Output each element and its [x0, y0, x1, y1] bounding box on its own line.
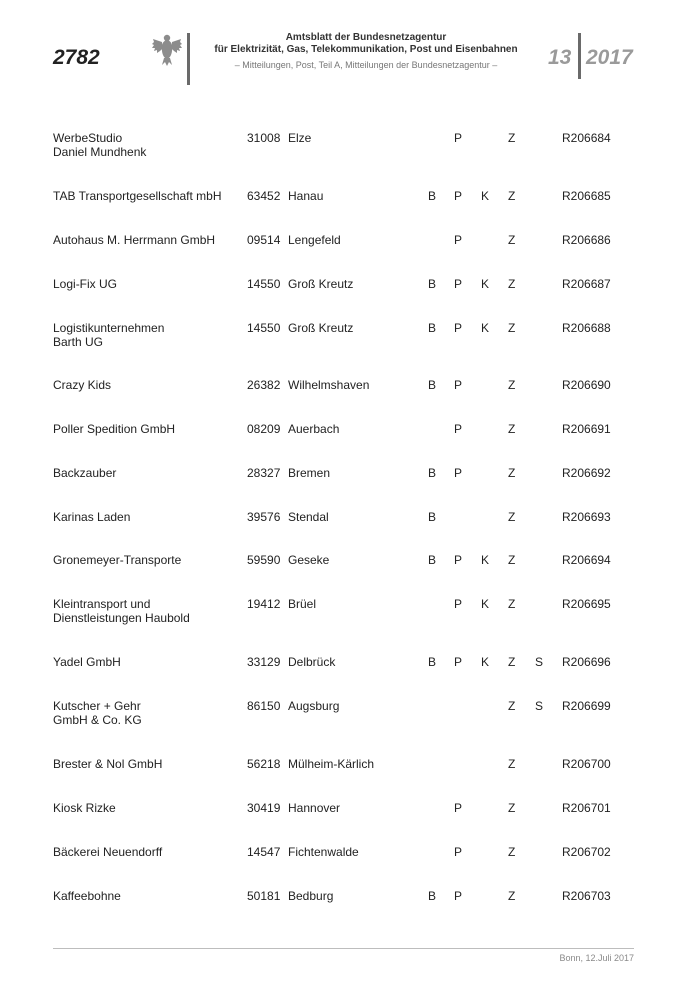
footer-rule	[53, 948, 634, 949]
flag-s: S	[535, 655, 544, 669]
table-row	[0, 655, 700, 685]
flag-p: P	[454, 845, 463, 859]
postal-code: 63452	[247, 189, 281, 203]
registration-number: R206696	[562, 655, 611, 669]
publication-title-line2: für Elektrizität, Gas, Telekommunikation, Post und Eisenbahnen	[214, 44, 518, 55]
flag-k: K	[481, 553, 490, 567]
company-name: Bäckerei Neuendorff	[53, 845, 163, 859]
registration-number: R206690	[562, 378, 611, 392]
city: Groß Kreutz	[288, 277, 354, 291]
registration-number: R206694	[562, 553, 611, 567]
company-name: Kiosk Rizke	[53, 801, 116, 815]
flag-z: Z	[508, 699, 516, 713]
company-name: Karinas Laden	[53, 510, 131, 524]
company-name: Logi-Fix UG	[53, 277, 118, 291]
company-name: WerbeStudio Daniel Mundhenk	[53, 131, 147, 159]
flag-p: P	[454, 422, 463, 436]
flag-z: Z	[508, 757, 516, 771]
flag-z: Z	[508, 277, 516, 291]
flag-p: P	[454, 553, 463, 567]
table-row	[0, 699, 700, 729]
city: Hanau	[288, 189, 324, 203]
postal-code: 26382	[247, 378, 281, 392]
table-row	[0, 189, 700, 219]
postal-code: 50181	[247, 889, 281, 903]
flag-p: P	[454, 233, 463, 247]
city: Brüel	[288, 597, 317, 611]
flag-p: P	[454, 889, 463, 903]
flag-z: Z	[508, 889, 516, 903]
company-name: TAB Transportgesellschaft mbH	[53, 189, 222, 203]
flag-b: B	[428, 277, 437, 291]
table-row	[0, 597, 700, 627]
postal-code: 86150	[247, 699, 281, 713]
flag-z: Z	[508, 655, 516, 669]
flag-k: K	[481, 189, 490, 203]
table-row	[0, 553, 700, 583]
table-row	[0, 845, 700, 875]
postal-code: 14550	[247, 321, 281, 335]
postal-code: 08209	[247, 422, 281, 436]
postal-code: 28327	[247, 466, 281, 480]
flag-b: B	[428, 189, 437, 203]
page-number: 2782	[53, 46, 100, 69]
registration-number: R206701	[562, 801, 611, 815]
registration-number: R206699	[562, 699, 611, 713]
flag-p: P	[454, 189, 463, 203]
publication-subtitle: – Mitteilungen, Post, Teil A, Mitteilungen der Bundesnetzagentur –	[234, 60, 498, 70]
postal-code: 31008	[247, 131, 281, 145]
city: Auerbach	[288, 422, 340, 436]
city: Lengefeld	[288, 233, 341, 247]
company-name: Crazy Kids	[53, 378, 112, 392]
registration-number: R206702	[562, 845, 611, 859]
registration-number: R206692	[562, 466, 611, 480]
flag-z: Z	[508, 801, 516, 815]
flag-k: K	[481, 655, 490, 669]
postal-code: 33129	[247, 655, 281, 669]
flag-b: B	[428, 889, 437, 903]
registration-number: R206688	[562, 321, 611, 335]
city: Elze	[288, 131, 312, 145]
registration-number: R206693	[562, 510, 611, 524]
flag-k: K	[481, 597, 490, 611]
flag-z: Z	[508, 321, 516, 335]
flag-z: Z	[508, 131, 516, 145]
flag-b: B	[428, 655, 437, 669]
registration-number: R206684	[562, 131, 611, 145]
table-row	[0, 233, 700, 263]
flag-k: K	[481, 321, 490, 335]
city: Groß Kreutz	[288, 321, 354, 335]
company-name: Logistikunternehmen Barth UG	[53, 321, 165, 349]
publication-title-line1: Amtsblatt der Bundesnetzagentur	[285, 32, 447, 43]
table-row	[0, 131, 700, 161]
flag-z: Z	[508, 553, 516, 567]
issue-year: 2017	[586, 46, 633, 69]
flag-s: S	[535, 699, 544, 713]
flag-b: B	[428, 553, 437, 567]
flag-b: B	[428, 378, 437, 392]
company-name: Yadel GmbH	[53, 655, 121, 669]
company-name: Kutscher + Gehr GmbH & Co. KG	[53, 699, 142, 727]
flag-p: P	[454, 801, 463, 815]
table-row	[0, 757, 700, 787]
flag-p: P	[454, 655, 463, 669]
city: Fichtenwalde	[288, 845, 359, 859]
company-name: Gronemeyer-Transporte	[53, 553, 182, 567]
registration-number: R206687	[562, 277, 611, 291]
company-name: Backzauber	[53, 466, 117, 480]
flag-b: B	[428, 466, 437, 480]
table-row	[0, 422, 700, 452]
company-name: Kleintransport und Dienstleistungen Haubold	[53, 597, 190, 625]
city: Mülheim-Kärlich	[288, 757, 375, 771]
flag-z: Z	[508, 378, 516, 392]
registration-number: R206685	[562, 189, 611, 203]
flag-z: Z	[508, 845, 516, 859]
registration-number: R206695	[562, 597, 611, 611]
city: Hannover	[288, 801, 341, 815]
postal-code: 39576	[247, 510, 281, 524]
table-row	[0, 801, 700, 831]
flag-z: Z	[508, 233, 516, 247]
table-row	[0, 466, 700, 496]
postal-code: 30419	[247, 801, 281, 815]
postal-code: 56218	[247, 757, 281, 771]
table-row	[0, 889, 700, 919]
footer-date: Bonn, 12.Juli 2017	[559, 953, 634, 963]
flag-k: K	[481, 277, 490, 291]
table-row	[0, 277, 700, 307]
issue-number: 13	[548, 46, 572, 69]
flag-p: P	[454, 597, 463, 611]
postal-code: 59590	[247, 553, 281, 567]
flag-p: P	[454, 466, 463, 480]
flag-p: P	[454, 131, 463, 145]
company-name: Brester & Nol GmbH	[53, 757, 163, 771]
registration-number: R206700	[562, 757, 611, 771]
city: Bremen	[288, 466, 331, 480]
postal-code: 14547	[247, 845, 281, 859]
registration-number: R206686	[562, 233, 611, 247]
company-name: Kaffeebohne	[53, 889, 121, 903]
registration-number: R206691	[562, 422, 611, 436]
city: Augsburg	[288, 699, 340, 713]
city: Wilhelmshaven	[288, 378, 370, 392]
city: Stendal	[288, 510, 329, 524]
flag-b: B	[428, 510, 437, 524]
table-row	[0, 378, 700, 408]
table-row	[0, 321, 700, 351]
flag-p: P	[454, 277, 463, 291]
city: Geseke	[288, 553, 330, 567]
table-row	[0, 510, 700, 540]
postal-code: 09514	[247, 233, 281, 247]
company-name: Poller Spedition GmbH	[53, 422, 176, 436]
flag-z: Z	[508, 510, 516, 524]
flag-z: Z	[508, 466, 516, 480]
flag-b: B	[428, 321, 437, 335]
flag-p: P	[454, 378, 463, 392]
flag-z: Z	[508, 189, 516, 203]
flag-z: Z	[508, 597, 516, 611]
city: Bedburg	[288, 889, 334, 903]
postal-code: 14550	[247, 277, 281, 291]
postal-code: 19412	[247, 597, 281, 611]
flag-p: P	[454, 321, 463, 335]
flag-z: Z	[508, 422, 516, 436]
company-name: Autohaus M. Herrmann GmbH	[53, 233, 216, 247]
city: Delbrück	[288, 655, 336, 669]
registration-number: R206703	[562, 889, 611, 903]
